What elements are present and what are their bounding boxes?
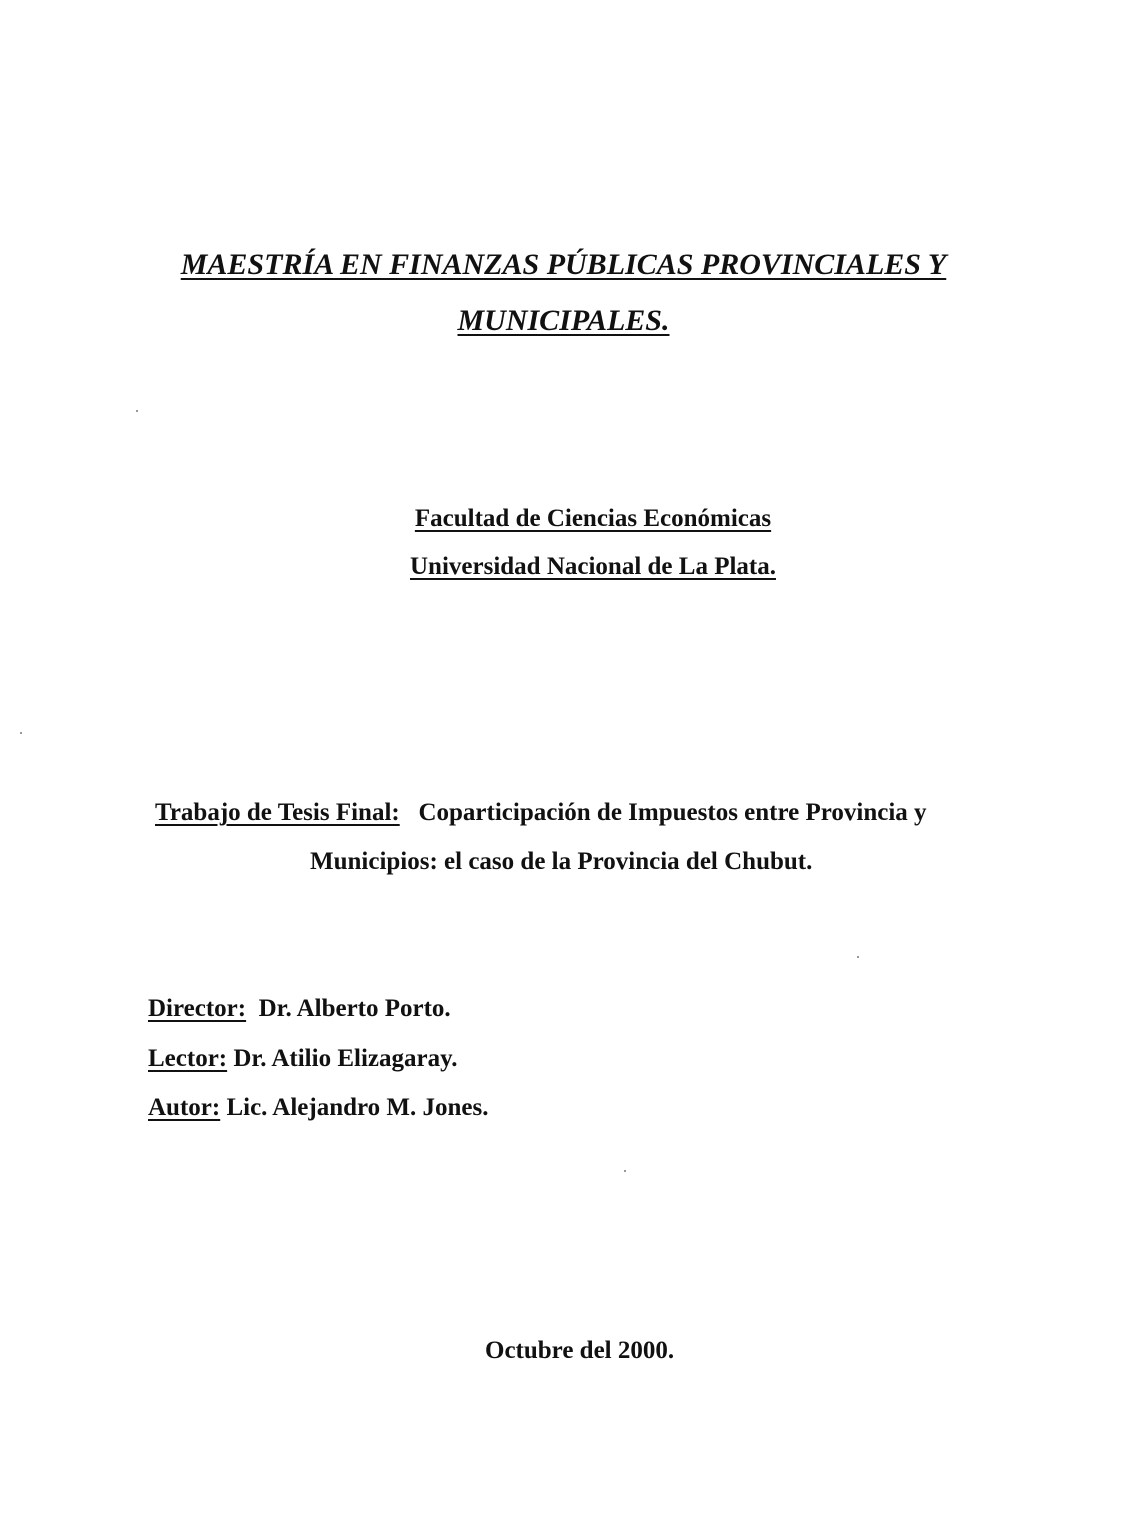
director-label: Director: [148,995,247,1022]
reader-label: Lector: [148,1045,228,1072]
program-title-line-1: MAESTRÍA EN FINANZAS PÚBLICAS PROVINCIALES Y [180,248,947,281]
reader-line [148,1046,457,1071]
scan-speck [20,732,22,734]
thesis-label: Trabajo de Tesis Final: [155,799,400,826]
program-title-line-2: MUNICIPALES. [457,304,670,337]
scan-speck [857,956,859,958]
thesis-title-text-1: Coparticipación de Impuestos entre Provincia y [418,799,927,826]
faculty-name: Facultad de Ciencias Económicas [414,505,772,532]
director-name: Dr. Alberto Porto. [258,995,451,1022]
scan-speck [624,1170,626,1172]
reader-name: Dr. Atilio Elizagaray. [233,1045,458,1072]
scan-speck [136,410,138,412]
thesis-title-line-2: Municipios: el caso de la Provincia del Chubut. [310,848,813,875]
thesis-title-line-1 [155,800,927,825]
document-date: Octubre del 2000. [485,1337,675,1364]
university-name: Universidad Nacional de La Plata. [410,553,776,580]
author-name: Lic. Alejandro M. Jones. [226,1094,489,1121]
author-label: Autor: [148,1094,221,1121]
author-line [148,1095,489,1120]
director-line [148,996,451,1021]
